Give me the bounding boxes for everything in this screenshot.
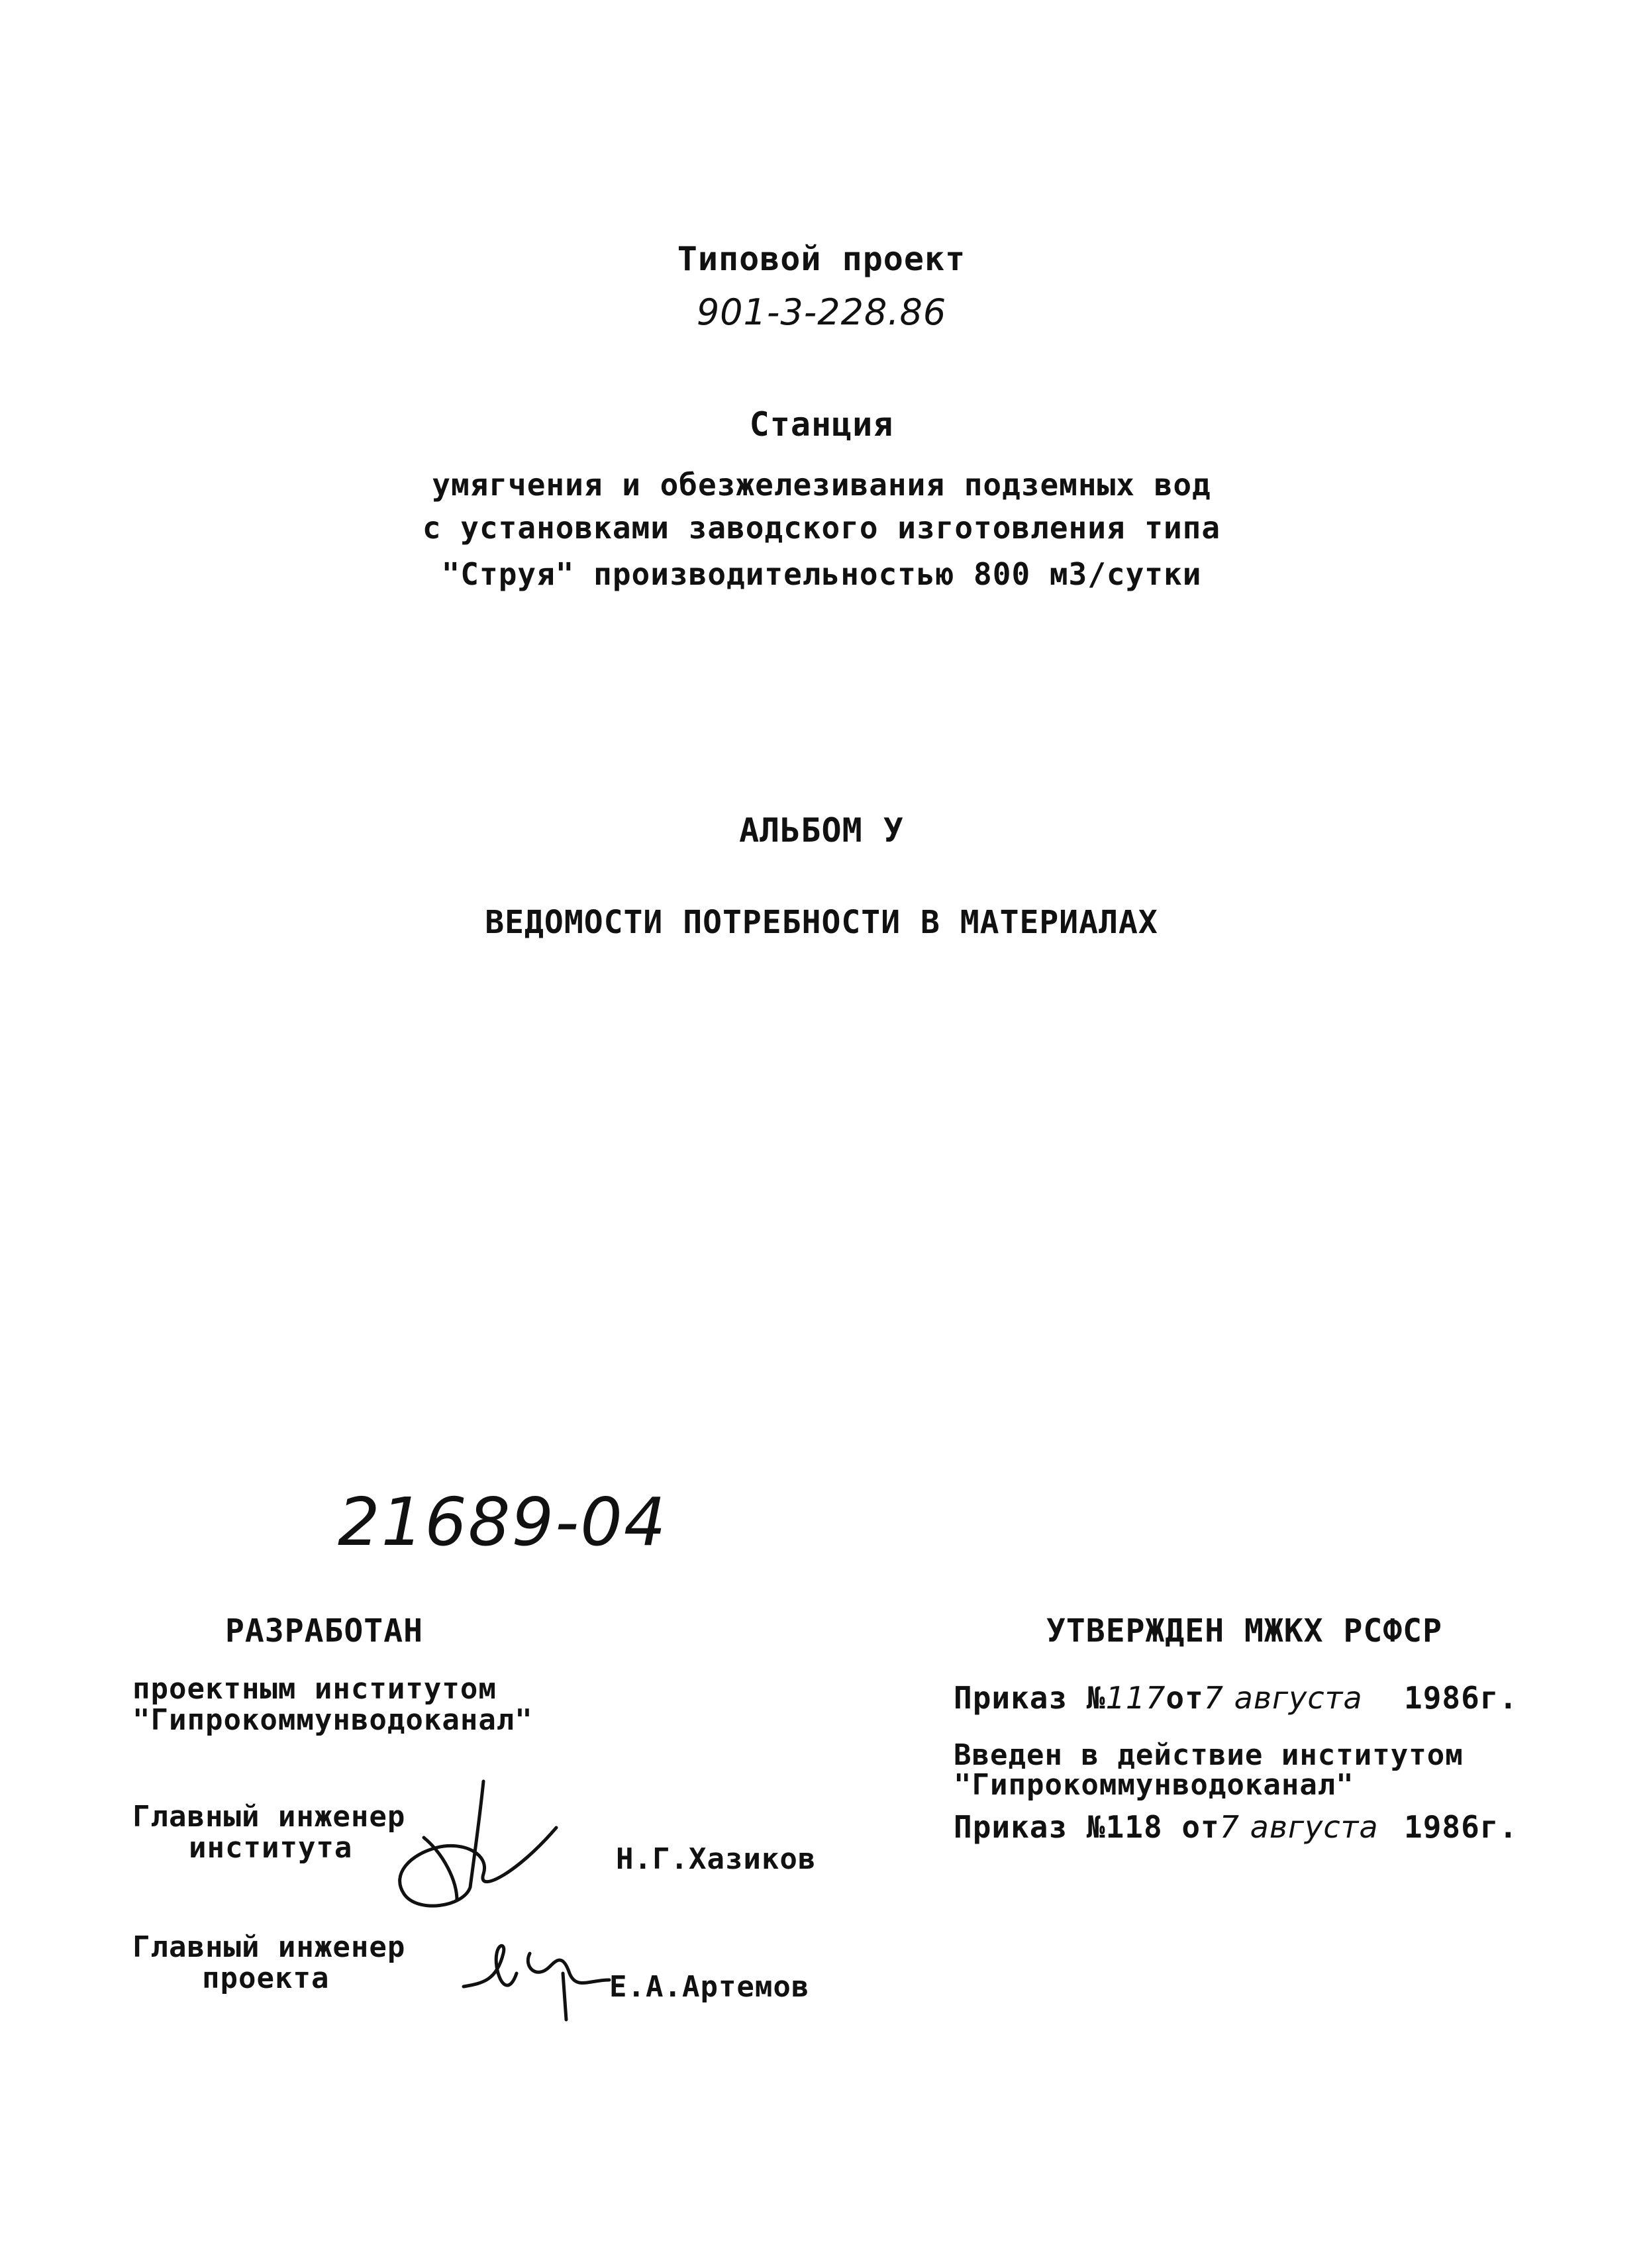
introduced-line-2: "Гипрокоммунводоканал" <box>954 1768 1354 1802</box>
title-heading: Станция <box>749 405 894 444</box>
title-line-1: умягчения и обезжелезивания подземных вод <box>432 467 1211 503</box>
order-2-date: 7 августа <box>1219 1809 1379 1845</box>
album-name: АЛЬБОМ У <box>739 811 904 850</box>
title-line-3: "Струя" производительностью 800 м3/сутки <box>441 556 1202 592</box>
order-1-mid: от <box>1166 1680 1204 1716</box>
title-line-2: с установками заводского изготовления типа <box>422 510 1221 546</box>
order-1-date: 7 августа <box>1203 1680 1363 1716</box>
approved-heading: УТВЕРЖДЕН МЖКХ РСФСР <box>1046 1612 1442 1650</box>
project-type-label: Типовой проект <box>677 240 966 278</box>
album-subtitle: ВЕДОМОСТИ ПОТРЕБНОСТИ В МАТЕРИАЛАХ <box>485 904 1158 941</box>
order-2-prefix: Приказ № <box>954 1809 1106 1845</box>
order-1-number: 117 <box>1105 1680 1166 1716</box>
developed-line-2: "Гипрокоммунводоканал" <box>132 1703 533 1737</box>
order-2-number: 118 <box>1105 1809 1163 1845</box>
chief-engineer-institute-name: Н.Г.Хазиков <box>616 1842 817 1876</box>
chief-engineer-institute-role-2: института <box>189 1831 353 1865</box>
developed-line-1: проектным институтом <box>132 1672 497 1706</box>
order-2-mid: от <box>1181 1809 1220 1845</box>
inventory-number: 21689-04 <box>338 1483 668 1561</box>
signature-artemov <box>457 1927 616 2026</box>
order-2 <box>954 1809 1379 1845</box>
chief-engineer-project-role-1: Главный инженер <box>132 1930 406 1964</box>
project-number: 901-3-228.86 <box>696 291 947 333</box>
signature-khazikov <box>358 1775 570 1920</box>
chief-engineer-institute-role-1: Главный инженер <box>132 1800 406 1834</box>
developed-heading: РАЗРАБОТАН <box>225 1612 423 1650</box>
chief-engineer-project-name: Е.А.Артемов <box>609 1970 810 2004</box>
order-1-prefix: Приказ № <box>954 1680 1106 1716</box>
chief-engineer-project-role-2: проекта <box>202 1961 330 1995</box>
order-2-year: 1986г. <box>1404 1809 1519 1845</box>
order-1-year: 1986г. <box>1404 1680 1519 1716</box>
order-1 <box>954 1680 1363 1716</box>
introduced-line-1: Введен в действие институтом <box>954 1738 1464 1772</box>
